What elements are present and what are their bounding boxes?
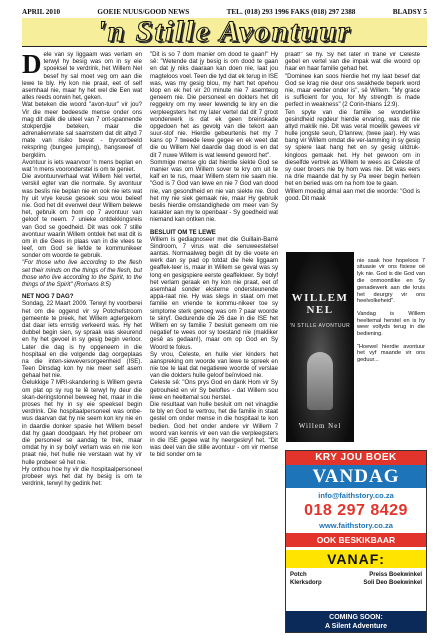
- ad-coming-label: COMING SOON:: [329, 614, 383, 621]
- book-author: Willem Nel: [298, 422, 342, 430]
- paragraph: Sy vrou, Celeste, en hulle vier kinders het aanspreking om woorde van lewe te spreek en nie toe te laat dat negatiewe woorde of verslae van die dokters hulle geloof beïnvloed nie.: [150, 351, 278, 380]
- paragraph: praat!" sê hy. Sy het later in trane vir Celeste gebel en vertel van die impak wat die woord op haar en haar familie gehad het.: [285, 52, 420, 73]
- ad-phone-number: 018 297 8429: [304, 502, 408, 519]
- paragraph: Ten spyte van die familie se wonderlike gesindheid regdeur hierdie ervaring, was dit nie altyd maklik nie. Dit was veral moeilik gewees vir hulle jongste seun, D'lanrew, (twee jaar). Hy was bang vir Willem omdat die ver-lamming in sy gesig sy spiere laat hang het en sy gesig uitdruk-kingloos gemaak het. Hy het gewoon om in dieselfde vertrek as Willem te wees as Celeste of sy ouer broers nie by hom was nie. Dit was eers na drie maande dat hy sy Pa weer begin herken het en beried was om na hom toe te gaan.: [285, 109, 420, 188]
- paragraph: nie saak hoe hopeloos 7 situasie vir ons fisiese oë lyk nie. God is die God van die onmoontlike en Sy genadewerk aan die kruis het deurgry vir ons heelvolkeheid".: [357, 257, 425, 305]
- paragraph: Hy onthou hoe hy vir die hospitaalpersoneel probeer wys het dat hy besig is om te verdrink, terwyl hy gedink het:: [22, 466, 142, 488]
- section-heading: BESLUIT OM TE LEWE: [150, 229, 216, 236]
- ad-headline: KRY JOU BOEK: [286, 451, 426, 465]
- ad-vandag: VANDAG: [286, 465, 426, 488]
- paragraph: ele van sy liggaam was verlam en terwyl hy besig was om in sy eie spoeksel te verdrink, het Willem Nel besef hy sal moet veg om aan die lewe te bly. Hy kon nie praat, eet of self asemhaal nie, maar hy het wel die Een wat alles reeds oorwin het, geken.: [22, 52, 142, 102]
- paragraph: Wat beteken die woord "avon-tuur" vir jou? Vir die meer bedeesde mense onder ons mag dit dalk die uiteel van 7 ont-spannende stokperdjie beteken, maar die adrenalienvrate sal saamstem dat dit altyd 7 mate van risiko bevat - byvoorbeeld rekspring (bungee jumping), hangsweef of bergklim.: [22, 102, 142, 159]
- issue-date: APRIL 2010: [22, 8, 61, 16]
- contact-info: TEL. (018) 293 1996 FAKS (018) 297 2388: [226, 8, 356, 16]
- silhouette-figure-icon: [307, 352, 333, 410]
- ad-location-town: Klerksdorp: [290, 580, 322, 586]
- masthead: [22, 18, 427, 47]
- paragraph: Gelukkige 7 MRI-skandering is Willem gevra om plat op sy rug te lê terwyl hy deur die skan-deringstonnel beweeg het, maar in die proses het hy in sy eie speeksel begin verdrink. Die hospitaalpersoneel was onbe-wus daarvan dat hy nie seem kon kry nie en in daardie donker spasie het Willem besef dat hy gaan doodgaan. Hy het probeer om die personeel se aandag te trek, maar omdat hy in sy bolyf verlam was en nie kon praat nie, het hulle nie verstaan wat hy vir hulle probeer sê het nie.: [22, 380, 142, 466]
- paragraph: Sondag, 22 Maart 2009. Terwyl hy voorberei het om die oggend vir sy Potchefstroom gemeente te preek, het Willem agtergekom dat daar iets ernstig verkeerd was. Hy het dubbel begin sien, sy spraak was skeurend en hy het gevoel in sy gesig begin verloor. Later die dag is hy opgeneem in die hospitaal en die volgende dag oorgeplaas na die inten-sieweversorgeenheid (ISE). Teen Dinsdag kon hy nie meer self asem gehaal het nie.: [22, 301, 142, 380]
- ad-location-town: Potch: [290, 572, 307, 578]
- ad-location-shop: Soli Deo Boekwinkel: [363, 580, 422, 586]
- page-number: BLADSY 5: [392, 8, 427, 16]
- ad-website-link[interactable]: www.faithstory.co.za: [319, 521, 393, 530]
- section-heading: NET NOG 7 DAG?: [22, 294, 74, 301]
- drop-cap: D: [22, 49, 42, 79]
- article-column-3: [285, 52, 420, 248]
- ad-also-available: OOK BESKIKBAAR: [286, 533, 426, 547]
- book-cover-background: [286, 252, 354, 442]
- paragraph: Avontuur is iets waarvoor 'n mens beplan en wat 'n mens vooronderstel is om te geniet.: [22, 159, 142, 173]
- ad-coming-title: A Silent Adventure: [324, 623, 388, 630]
- book-title: WILLEM NEL: [291, 292, 349, 316]
- masthead-title: 'n Stille Avontuur: [97, 18, 352, 47]
- paragraph: Celeste sê: "Ons prys God en dank Hom vir Sy getrouheid en vir Sy beloftes - dat Willem sou lewe en heeltemal sou herstel.: [150, 380, 278, 401]
- paragraph: "Hoewel hierdie avontuur het vyf maande vir ons geduur...: [357, 343, 425, 364]
- paragraph: Vandag is Willem heeltemal herstel en is hy weer voltyds terug in die bediening.: [357, 310, 425, 338]
- ad-location-row: [290, 580, 422, 586]
- ad-coming-soon: [286, 611, 426, 632]
- article-column-1: [22, 49, 142, 488]
- paragraph: Willem is gediagnoseer met die Guillain-Barré Sindroom, 7 virus wat die senuweestelsel aantas. Normaalweg begin dit by die voete en werk dan sy pad op totdat die hele liggaam geaffek-teer is, maar in Willem se geval was sy long en gesigspiere eerste geaffekteer. Sy bolyf het verlam geraak en hy kon nie praat, eet of asemhaal sonder eksterne ondersteunende appa-raat nie. Hy was slegs in staat om met familie en vriende te kommu-nikeer toe sy simptome sterk genoeg was om 7 paar woorde te skryf. Gedurende die 26 dae in die ISE het Willem en sy familie 7 besluit geneem om nie negatief te wees oor sy toestand nie (makliker gesê as gedaan!), maar om op God en Sy Woord te fokus.: [150, 236, 278, 351]
- paragraph: "Dominee kan soos hierdie het my laat besef dat God se krag nie deur ons swakhede beperk word nie, maar eerder onder is", sê Willem. "My grace is sufficient for you, for My strength is made perfect in weakness" (2 Corin-thians 12:9).: [285, 73, 420, 109]
- article-column-3-continued: [357, 252, 425, 444]
- paragraph: Die avontuurverhaal wat Willem Nel vertel, verskil egter van die normale. Sy avontuur was beslis nie beplan nie en ook nie iets wat hy uit vrye keuse gesoek sou wou beleef nie. God het dit evenwel deur Willem belewe het, gebruik om hom op 7 avontuur van geloof te neem. 7 unieke ontdekkingsreis van God se goedheid. Dit was ook 7 stille avontuur waarin Willem ontdek het wat dit is om in die Gees in plaas van in die vlees te leef, om God se liefde te kommunikeer sonder om woorde te gebruik.: [22, 174, 142, 260]
- ad-email-link[interactable]: info@faithstory.co.za: [318, 491, 394, 500]
- paragraph: Die resultaat van hulle besluit om net vinagdie te bly en God te vertrou, het die familie in staat gestel om onder mense in die hospitaal te kon bedien. God het onder andere vir Willem 7 woord van kennis vir een van die verpleegsters in die ISE gegee wat hy neergeskryf het. "Dit was deel van die stille avontuur - om vir mense te bid sonder om te: [150, 402, 278, 459]
- ad-location-shop: Preiss Boekwinkel: [369, 572, 422, 578]
- article-column-2: [150, 52, 278, 460]
- publication-name: GOEIE NUUS/GOOD NEWS: [97, 8, 190, 16]
- paragraph: Willem moedig almal aan met die woorde: "God is good. Dit maak: [285, 188, 420, 202]
- book-subtitle: 'N STILLE AVONTUUR: [289, 323, 351, 329]
- book-advert: [285, 450, 427, 633]
- book-cover-image: [286, 252, 354, 442]
- paragraph: "Dit is so 7 dom manier om dood te gaan!" Hy sê: "Wetende dat jy besig is om dood te gaan en dat jy niks daaraan kan doen nie, laat jou magteloos voel. Teen die tyd dat ek terug in ISE was, was my gesig blou, my hart het opehou klop en ek het vir 20 minute nie 7 asemteug geneem nie. Die personeel en dokters het dit reggekry om my weer lewendig te kry en die verpleegsters het my later vertel dat dit 7 groot wonderwerk is dat ek geen breinskade opgedoen het as gevolg van die tekort aan suur-stof nie. Hierdie gebeurtenis het my 7 kans op 7 tweede lewe gegee en ek weet dat die ou Willem Nel daardie dag dood is en dat dit 7 nuwe Willem is wat lewend geword het".: [150, 52, 278, 159]
- ad-from-label: VANAF:: [286, 550, 426, 568]
- ad-location-row: [290, 572, 422, 578]
- bible-quote: "For those who live according to the flesh set their minds on the things of the flesh, but those who live according to the Spirit, to the things of the Spirit" (Romans 8:5): [22, 260, 142, 288]
- paragraph: Sommige mense glo dat hierdie siekte God se manier was om Willem sover te kry om uit te kalf en te rus, maar Willem stem nie saam nie. "God is 7 God van lewe en nie 7 God van dood nie, van gesondheid en nie van siekte nie. God het my nie siek gemaak nie, maar Hy gebruik beslis hierdie omstandighede om meer van Sy karakter aan my te openbaar - Sy goedheid wat niemand kan ontken nie.: [150, 159, 278, 224]
